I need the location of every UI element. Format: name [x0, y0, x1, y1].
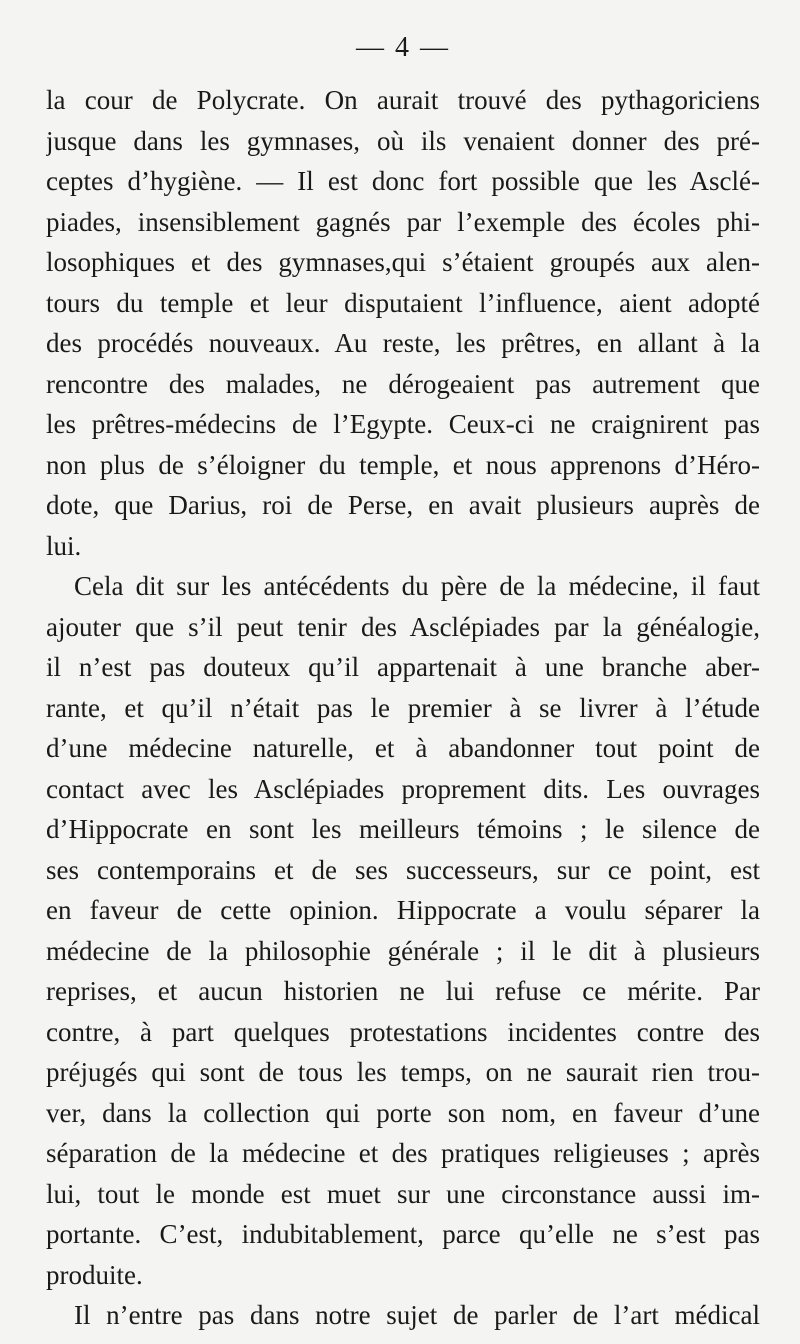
- body-text: [46, 80, 760, 1336]
- text-line: contact avec les Asclépiades proprement dits. Les ouvrages: [46, 773, 760, 804]
- text-line: reprises, et aucun historien ne lui refuse ce mérite. Par: [46, 976, 760, 1006]
- text-line: dote, que Darius, roi de Perse, en avait plusieurs auprès de: [46, 490, 760, 520]
- text-line: losophiques et des gymnases,qui s’étaient groupés aux alen-: [46, 247, 760, 277]
- text-line: rante, et qu’il n’était pas le premier à se livrer à l’étude: [46, 692, 760, 723]
- paragraph: [46, 1295, 760, 1336]
- text-line: les prêtres-médecins de l’Egypte. Ceux-ci ne craignirent pas: [46, 409, 760, 439]
- text-line: d’Hippocrate en sont les meilleurs témoins ; le silence de: [46, 814, 760, 844]
- text-line: contre, à part quelques protestations incidentes contre des: [46, 1016, 760, 1047]
- text-line: ver, dans la collection qui porte son nom, en faveur d’une: [46, 1097, 760, 1128]
- text-line: en faveur de cette opinion. Hippocrate a voulu séparer la: [46, 895, 760, 925]
- text-line: produite.: [46, 1259, 143, 1290]
- text-line: Il n’entre pas dans notre sujet de parler de l’art médical: [74, 1300, 760, 1330]
- text-line: tours du temple et leur disputaient l’influence, aient adopté: [46, 287, 760, 318]
- text-line: lui.: [46, 530, 82, 561]
- text-line: piades, insensiblement gagnés par l’exemple des écoles phi-: [46, 206, 760, 237]
- text-line: lui, tout le monde est muet sur une circonstance aussi im-: [46, 1178, 760, 1209]
- text-line: préjugés qui sont de tous les temps, on ne saurait rien trou-: [46, 1057, 760, 1087]
- text-line: Cela dit sur les antécédents du père de la médecine, il faut: [74, 571, 760, 601]
- text-line: des procédés nouveaux. Au reste, les prêtres, en allant à la: [46, 328, 760, 358]
- text-line: médecine de la philosophie générale ; il le dit à plusieurs: [46, 935, 760, 966]
- text-line: ceptes d’hygiène. — Il est donc fort possible que les Asclé-: [46, 166, 760, 196]
- text-line: il n’est pas douteux qu’il appartenait à une branche aber-: [46, 652, 760, 682]
- page-number: — 4 —: [356, 32, 450, 63]
- paragraph: [46, 566, 760, 1295]
- text-line: portante. C’est, indubitablement, parce qu’elle ne s’est pas: [46, 1219, 760, 1249]
- text-line: rencontre des malades, ne dérogeaient pas autrement que: [46, 368, 760, 399]
- text-line: ajouter que s’il peut tenir des Asclépiades par la généalogie,: [46, 611, 760, 642]
- text-line: ses contemporains et de ses successeurs, sur ce point, est: [46, 854, 760, 885]
- text-line: jusque dans les gymnases, où ils venaient donner des pré-: [46, 125, 760, 156]
- paragraph: [46, 80, 760, 566]
- text-line: non plus de s’éloigner du temple, et nous apprenons d’Héro-: [46, 449, 760, 480]
- text-line: d’une médecine naturelle, et à abandonner tout point de: [46, 733, 760, 763]
- text-line: séparation de la médecine et des pratiques religieuses ; après: [46, 1138, 760, 1168]
- text-line: la cour de Polycrate. On aurait trouvé des pythagoriciens: [46, 85, 760, 115]
